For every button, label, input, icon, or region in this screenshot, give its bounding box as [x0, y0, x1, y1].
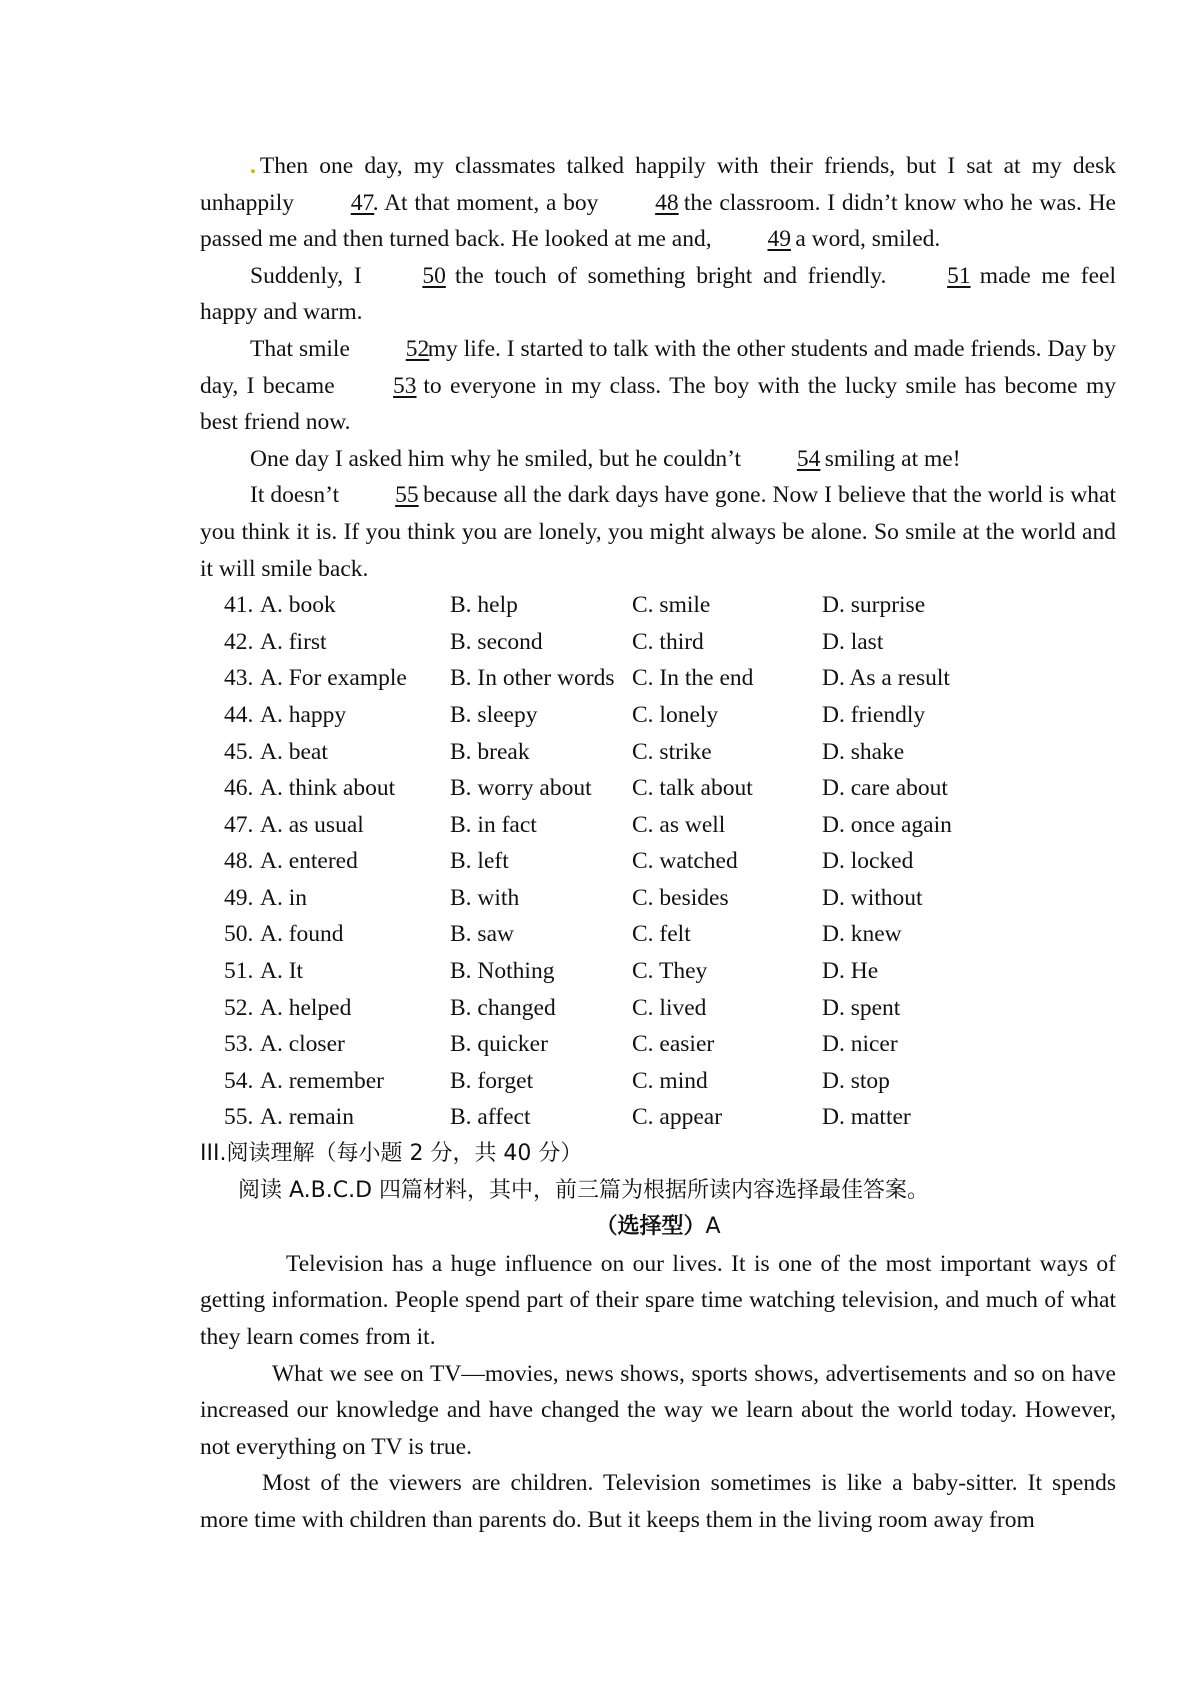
cloze-text: Then one day, my classmates talked happily with their friends, but I sat at my desk unhappily: [200, 153, 1116, 216]
option-c[interactable]: C. appear: [632, 1104, 723, 1131]
section-instruction: 阅读 A.B.C.D 四篇材料，其中，前三篇为根据所读内容选择最佳答案。: [238, 1177, 930, 1203]
option-c[interactable]: C. strike: [632, 738, 712, 765]
question-number: 42.: [224, 628, 254, 655]
cloze-text: It doesn’t: [250, 482, 346, 509]
option-b[interactable]: B. worry about: [450, 775, 592, 802]
option-c[interactable]: C. They: [632, 958, 708, 985]
option-b[interactable]: B. Nothing: [450, 958, 555, 985]
option-c[interactable]: C. third: [632, 628, 704, 655]
option-a[interactable]: A. book: [260, 592, 336, 619]
option-a[interactable]: A. beat: [260, 738, 328, 765]
option-c[interactable]: C. lonely: [632, 701, 719, 728]
cloze-paragraph-2: [200, 258, 1116, 331]
passage-subtitle: [200, 1209, 1116, 1246]
option-d[interactable]: D. once again: [822, 811, 952, 838]
option-row: [200, 990, 1116, 1027]
option-b[interactable]: B. left: [450, 848, 509, 875]
cloze-paragraph-3: [200, 331, 1116, 441]
option-d[interactable]: D. spent: [822, 994, 901, 1021]
option-d[interactable]: D. friendly: [822, 701, 926, 728]
question-number: 49.: [224, 884, 254, 911]
option-b[interactable]: B. sleepy: [450, 701, 538, 728]
option-row: [200, 916, 1116, 953]
cloze-text: smiling at me!: [818, 445, 961, 472]
option-row: [200, 953, 1116, 990]
option-a[interactable]: A. For example: [260, 665, 407, 692]
reading-paragraph-2: What we see on TV—movies, news shows, sports shows, advertisements and so on have increased our knowledge and have changed the way we learn about the world today. However, not everything on TV is true.: [200, 1360, 1116, 1460]
option-b[interactable]: B. second: [450, 628, 543, 655]
option-b[interactable]: B. break: [450, 738, 530, 765]
cloze-text: my life. I started to talk with the other students and made friends. Day by day, I became: [200, 335, 1116, 399]
passage-type-label: （选择型）: [595, 1214, 706, 1240]
blank-51[interactable]: 51: [947, 262, 971, 289]
option-row: [200, 660, 1116, 697]
option-a[interactable]: A. found: [260, 921, 344, 948]
option-c[interactable]: C. easier: [632, 1031, 715, 1058]
blank-55[interactable]: 55: [395, 482, 419, 509]
option-d[interactable]: D. knew: [822, 921, 902, 948]
option-c[interactable]: C. talk about: [632, 775, 753, 802]
option-a[interactable]: A. helped: [260, 994, 352, 1021]
blank-54[interactable]: 54: [796, 445, 821, 472]
option-b[interactable]: B. quicker: [450, 1031, 548, 1058]
option-c[interactable]: C. watched: [632, 848, 738, 875]
cloze-text: One day I asked him why he smiled, but he couldn’t: [250, 445, 747, 472]
option-d[interactable]: D. care about: [822, 775, 948, 802]
option-a[interactable]: A. remember: [260, 1067, 384, 1094]
option-c[interactable]: C. lived: [632, 994, 707, 1021]
option-row: [200, 1026, 1116, 1063]
cloze-text: to everyone in my class. The boy with the lucky smile has become my best friend now.: [200, 372, 1116, 436]
section-title: III.阅读理解（每小题 2 分，共 40 分）: [200, 1141, 583, 1167]
cloze-text: made me feel happy and warm.: [200, 262, 1116, 326]
blank-52[interactable]: 52: [405, 335, 430, 362]
cloze-text: a word, smiled.: [789, 226, 941, 253]
option-d[interactable]: D. stop: [822, 1067, 890, 1094]
question-number: 53.: [224, 1031, 254, 1058]
option-c[interactable]: C. besides: [632, 884, 729, 911]
question-number: 44.: [224, 701, 254, 728]
question-number: 43.: [224, 665, 254, 692]
blank-47[interactable]: 47: [350, 189, 375, 216]
option-b[interactable]: B. with: [450, 884, 520, 911]
option-row: [200, 843, 1116, 880]
option-d[interactable]: D. surprise: [822, 592, 926, 619]
question-number: 50.: [224, 921, 254, 948]
option-d[interactable]: D. nicer: [822, 1031, 898, 1058]
option-c[interactable]: C. In the end: [632, 665, 754, 692]
question-number: 52.: [224, 994, 254, 1021]
question-number: 55.: [224, 1104, 254, 1131]
option-a[interactable]: A. as usual: [260, 811, 364, 838]
option-row: [200, 880, 1116, 917]
cloze-paragraph-4: [200, 441, 1116, 478]
option-d[interactable]: D. As a result: [822, 665, 950, 692]
option-a[interactable]: A. entered: [260, 848, 358, 875]
cloze-text: the classroom. I didn’t know who he was. He passed me and then turned back. He looked at me and,: [200, 189, 1116, 253]
marker-dot: .: [250, 153, 256, 179]
option-b[interactable]: B. changed: [450, 994, 556, 1021]
exam-page: [200, 148, 1116, 1539]
option-b[interactable]: B. in fact: [450, 811, 537, 838]
question-number: 48.: [224, 848, 254, 875]
options-list: [200, 587, 1116, 1136]
blank-48[interactable]: 48: [655, 189, 679, 216]
option-d[interactable]: D. locked: [822, 848, 914, 875]
reading-paragraph-3: Most of the viewers are children. Television sometimes is like a baby-sitter. It spends more time with children than parents do. But it keeps them in the living room away from: [200, 1470, 1116, 1533]
passage-letter: A: [705, 1214, 721, 1240]
question-number: 46.: [224, 775, 254, 802]
option-a[interactable]: A. It: [260, 958, 304, 985]
option-row: [200, 807, 1116, 844]
option-c[interactable]: C. mind: [632, 1067, 708, 1094]
option-row: [200, 587, 1116, 624]
question-number: 45.: [224, 738, 254, 765]
option-row: [200, 1099, 1116, 1136]
option-b[interactable]: B. saw: [450, 921, 514, 948]
option-d[interactable]: D. without: [822, 884, 923, 911]
option-a[interactable]: A. first: [260, 628, 327, 655]
cloze-paragraph-5: [200, 477, 1116, 587]
question-number: 54.: [224, 1067, 254, 1094]
option-a[interactable]: A. closer: [260, 1031, 345, 1058]
option-row: [200, 697, 1116, 734]
question-number: 41.: [224, 592, 254, 619]
option-a[interactable]: A. think about: [260, 775, 396, 802]
option-c[interactable]: C. felt: [632, 921, 691, 948]
option-row: [200, 1063, 1116, 1100]
option-d[interactable]: D. matter: [822, 1104, 911, 1131]
blank-53[interactable]: 53: [393, 372, 417, 399]
cloze-text: . At that moment, a boy: [372, 189, 606, 216]
option-row: [200, 624, 1116, 661]
option-row: [200, 770, 1116, 807]
option-c[interactable]: C. smile: [632, 592, 711, 619]
cloze-paragraph-1: [200, 148, 1116, 258]
option-b[interactable]: B. In other words: [450, 665, 615, 692]
question-number: 51.: [224, 958, 254, 985]
blank-49[interactable]: 49: [767, 226, 791, 253]
option-row: [200, 734, 1116, 771]
option-a[interactable]: A. in: [260, 884, 307, 911]
option-b[interactable]: B. forget: [450, 1067, 534, 1094]
cloze-text: Suddenly, I: [250, 262, 373, 289]
cloze-text: the touch of something bright and friendly.: [444, 262, 898, 289]
question-number: 47.: [224, 811, 254, 838]
option-d[interactable]: D. last: [822, 628, 884, 655]
option-c[interactable]: C. as well: [632, 811, 726, 838]
reading-paragraph-1: Television has a huge influence on our lives. It is one of the most important ways of getting information. People spend part of their spare time watching television, and much of what they learn comes from it.: [200, 1250, 1116, 1350]
cloze-text: That smile: [250, 335, 356, 362]
option-b[interactable]: B. affect: [450, 1104, 531, 1131]
option-b[interactable]: B. help: [450, 592, 518, 619]
option-d[interactable]: D. He: [822, 958, 879, 985]
option-a[interactable]: A. happy: [260, 701, 347, 728]
option-a[interactable]: A. remain: [260, 1104, 354, 1131]
option-d[interactable]: D. shake: [822, 738, 905, 765]
cloze-text: because all the dark days have gone. Now I believe that the world is what you think it is. If you think you are lonely, you might always be alone. So smile at the world and it will smile back.: [200, 482, 1116, 582]
blank-50[interactable]: 50: [422, 262, 446, 289]
